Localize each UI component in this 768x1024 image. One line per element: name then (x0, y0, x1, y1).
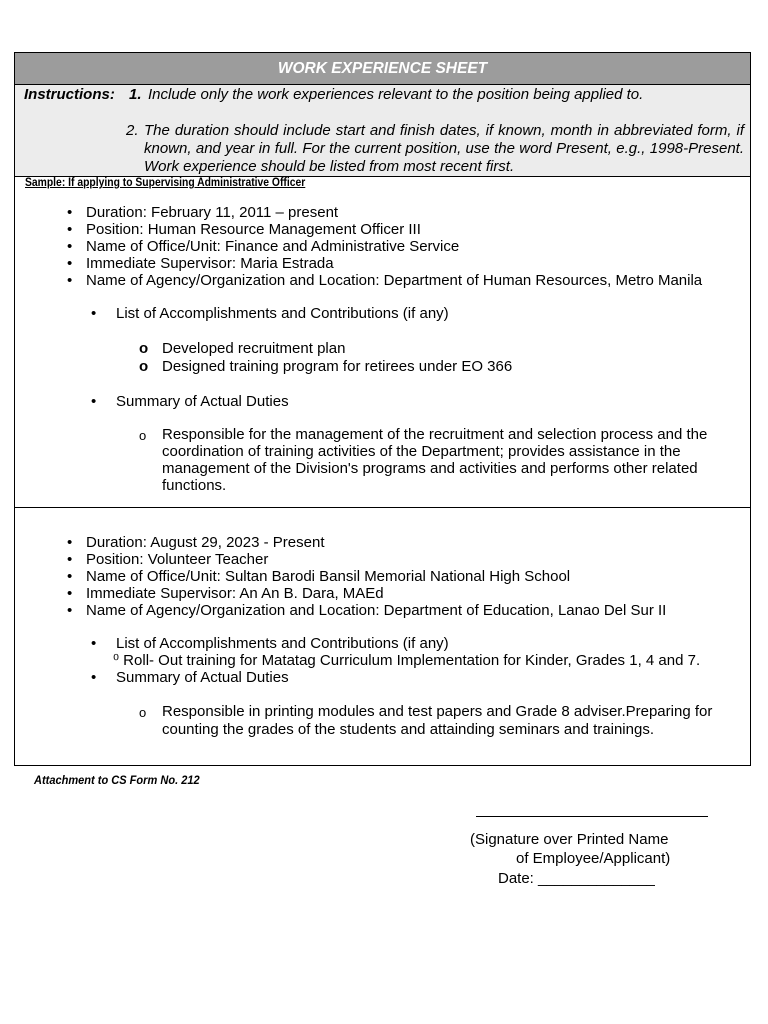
entry2-duties-text: Responsible in printing modules and test papers and Grade 8 adviser.Preparing for counting the grades of the students and attainding seminars and trainings. (162, 703, 713, 738)
entry1-accomplishment-item: Developed recruitment plan (162, 340, 346, 357)
circle-bullet-icon: o (139, 705, 147, 720)
work-experience-sheet (14, 52, 751, 766)
entry1-accomplishments-label: List of Accomplishments and Contributions (if any) (116, 305, 449, 322)
bullet-icon: • (67, 272, 73, 289)
instruction-2-number: 2. (126, 122, 139, 139)
bullet-icon: • (67, 255, 73, 272)
entry1-duties-text: Responsible for the management of the recruitment and selection process and the coordination of training activities of the Department; provides assistance in the management of the Division's programs and activities and performs other related functions. (162, 426, 708, 494)
instruction-1-number: 1. (129, 86, 142, 103)
degree-marker-icon: ⁰ (113, 652, 120, 669)
entry2-accomplishment-text: Roll- Out training for Matatag Curriculum Implementation for Kinder, Grades 1, 4 and 7. (119, 652, 701, 669)
instructions-label: Instructions: (24, 86, 115, 103)
entry-divider (15, 507, 750, 508)
bullet-icon: • (91, 305, 97, 322)
circle-bullet-icon: o (139, 340, 149, 357)
entry1-duration: Duration: February 11, 2011 – present (86, 204, 339, 221)
date-field: Date: ______________ (498, 870, 655, 887)
instruction-1-text: Include only the work experiences relevant to the position being applied to. (148, 86, 644, 103)
entry2-duration: Duration: August 29, 2023 - Present (86, 534, 325, 551)
entry2-accomplishment-item (113, 652, 700, 669)
entry2-accomplishments-label: List of Accomplishments and Contributions (if any) (116, 635, 449, 652)
bullet-icon: • (67, 534, 73, 551)
circle-bullet-icon: o (139, 358, 149, 375)
bullet-icon: • (91, 669, 97, 686)
bullet-icon: • (67, 221, 73, 238)
entry1-agency: Name of Agency/Organization and Location: Department of Human Resources, Metro Manila (86, 272, 703, 289)
sheet-title: WORK EXPERIENCE SHEET (15, 53, 750, 85)
entry2-agency: Name of Agency/Organization and Location: Department of Education, Lanao Del Sur II (86, 602, 667, 619)
entry1-supervisor: Immediate Supervisor: Maria Estrada (86, 255, 334, 272)
entry1-office: Name of Office/Unit: Finance and Administrative Service (86, 238, 460, 255)
entry1-position: Position: Human Resource Management Officer III (86, 221, 421, 238)
bullet-icon: • (91, 635, 97, 652)
bullet-icon: • (67, 238, 73, 255)
entry2-duties-label: Summary of Actual Duties (116, 669, 289, 686)
signature-caption-line2: of Employee/Applicant) (516, 850, 671, 867)
bullet-icon: • (91, 393, 97, 410)
entry2-office: Name of Office/Unit: Sultan Barodi Bansil Memorial National High School (86, 568, 571, 585)
sample-label: Sample: If applying to Supervising Administrative Officer (25, 177, 306, 189)
entry1-accomplishment-item: Designed training program for retirees under EO 366 (162, 358, 513, 375)
bullet-icon: • (67, 568, 73, 585)
entry2-supervisor: Immediate Supervisor: An An B. Dara, MAEd (86, 585, 384, 602)
signature-line (476, 816, 708, 817)
instruction-2-text: The duration should include start and finish dates, if known, month in abbreviated form, if known, and year in full. For the current position, use the word Present, e.g., 1998-Present. Work experience should be listed from most recent first. (144, 122, 744, 175)
bullet-icon: • (67, 204, 73, 221)
signature-caption-line1: (Signature over Printed Name (470, 831, 669, 848)
circle-bullet-icon: o (139, 428, 147, 443)
bullet-icon: • (67, 602, 73, 619)
attachment-note: Attachment to CS Form No. 212 (34, 773, 200, 787)
bullet-icon: • (67, 585, 73, 602)
instructions-box (15, 85, 750, 177)
entry2-position: Position: Volunteer Teacher (86, 551, 269, 568)
bullet-icon: • (67, 551, 73, 568)
entry1-duties-label: Summary of Actual Duties (116, 393, 289, 410)
